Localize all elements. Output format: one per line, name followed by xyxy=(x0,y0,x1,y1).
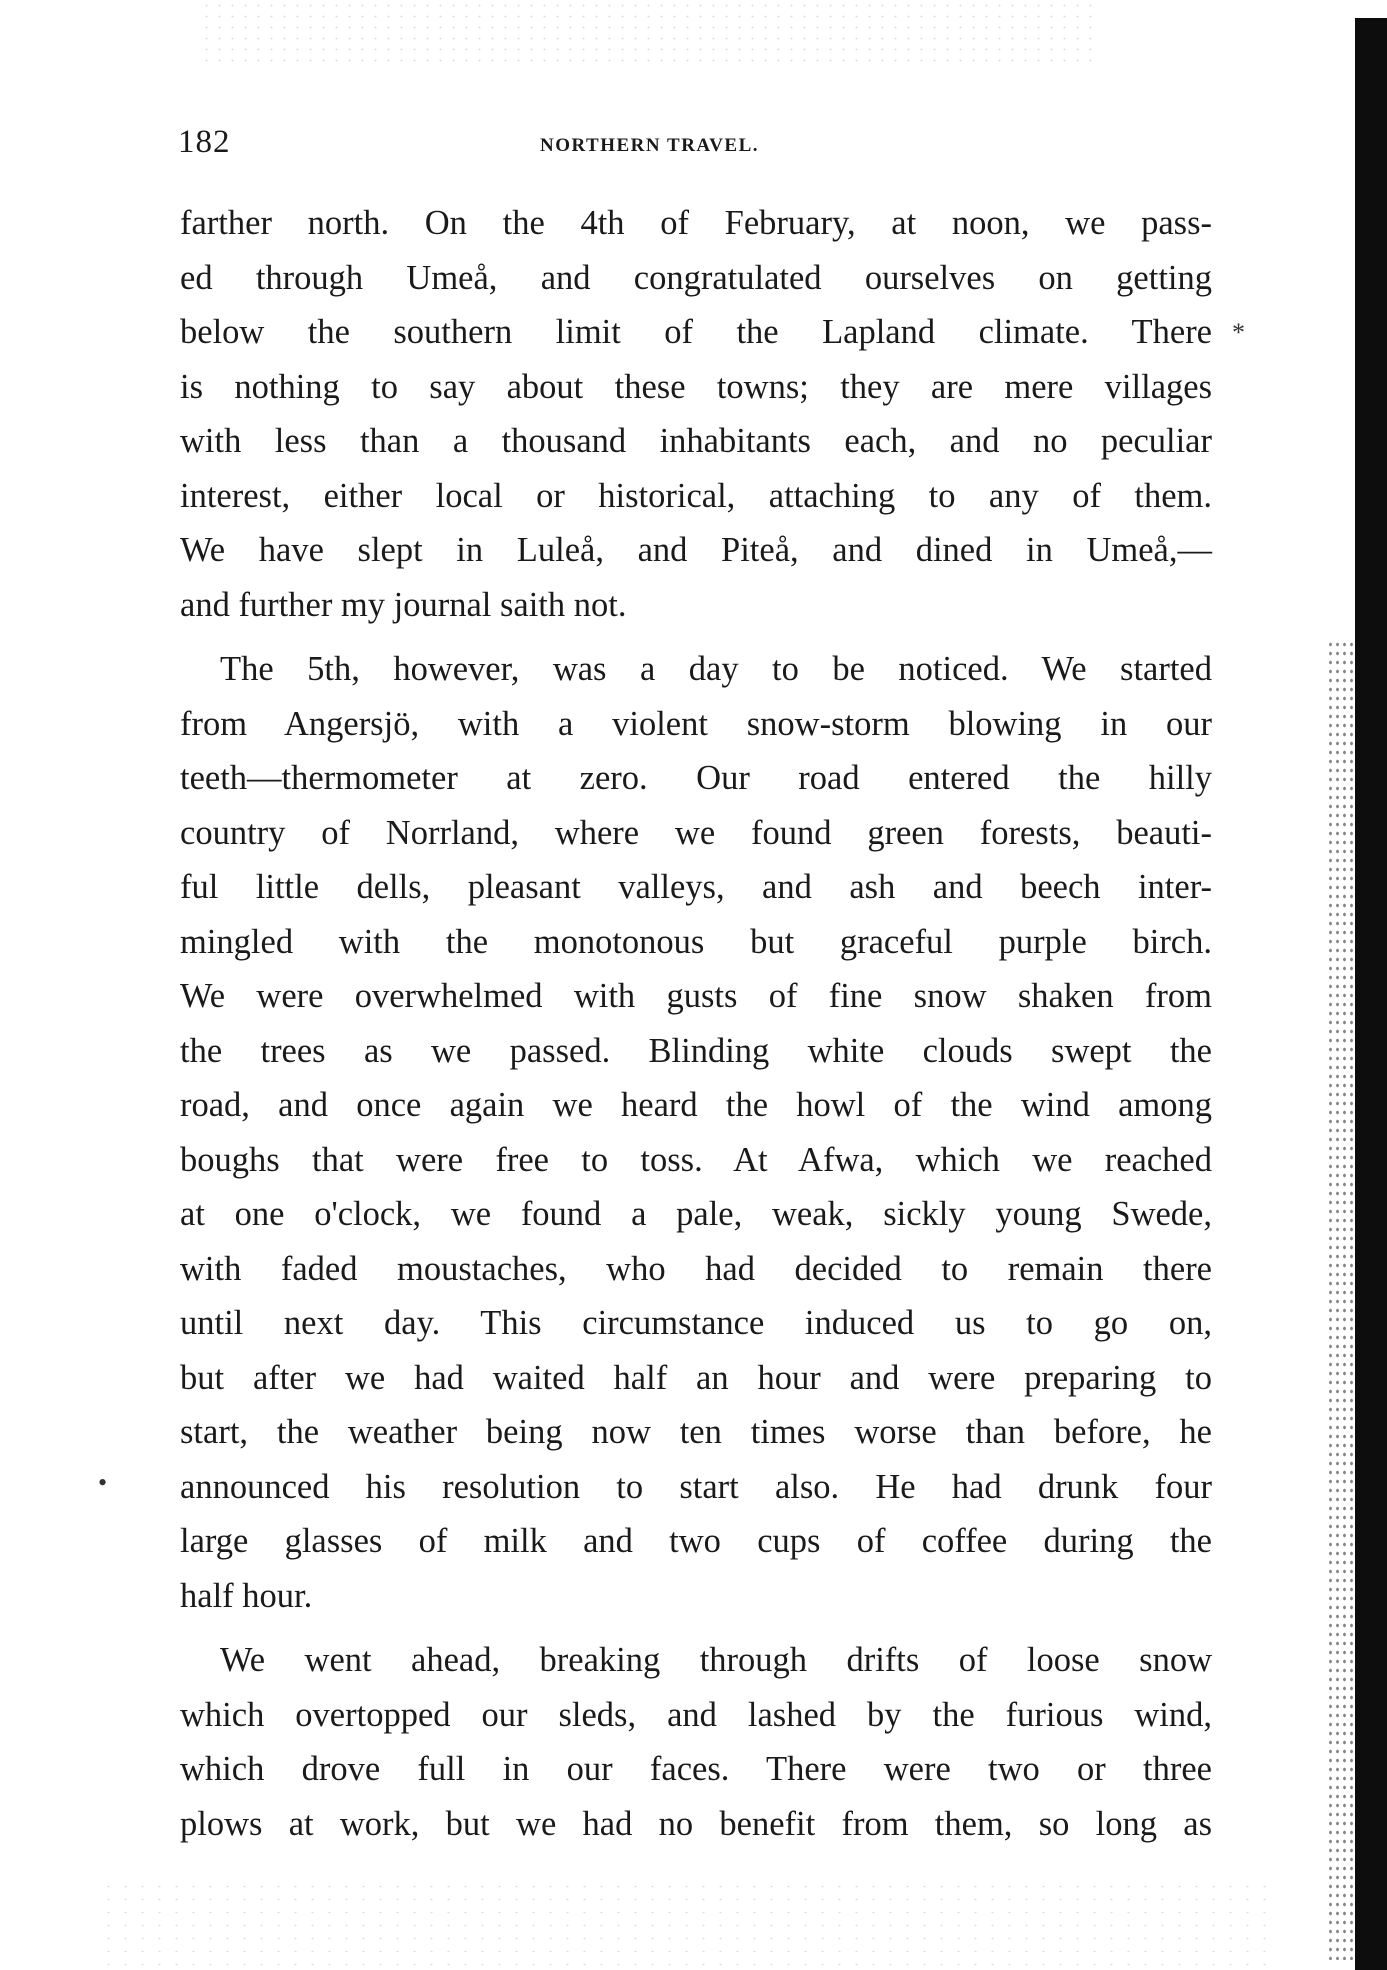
running-head: NORTHERN TRAVEL. xyxy=(540,135,760,156)
scan-artifact-mark: * xyxy=(1232,318,1245,347)
text-line: We have slept in Luleå, and Piteå, and dined in Umeå,— xyxy=(180,531,1212,569)
text-line: announced his resolution to start also. He had drunk four xyxy=(180,1467,1212,1506)
text-line: farther north. On the 4th of February, at noon, we pass- xyxy=(180,204,1212,242)
page-header xyxy=(178,124,1218,174)
text-line: mingled with the monotonous but graceful purple birch. xyxy=(180,922,1212,961)
paragraph xyxy=(180,642,1212,1623)
text-line: interest, either local or historical, attaching to any of them. xyxy=(180,476,1212,515)
text-line: with less than a thousand inhabitants each, and no peculiar xyxy=(180,422,1212,460)
text-line: which drove full in our faces. There were two or three xyxy=(180,1750,1212,1788)
text-line: at one o'clock, we found a pale, weak, sickly young Swede, xyxy=(180,1195,1212,1233)
page-number: 182 xyxy=(178,124,231,160)
text-line: large glasses of milk and two cups of coffee during the xyxy=(180,1522,1212,1560)
text-line: We went ahead, breaking through drifts of loose snow xyxy=(220,1641,1212,1679)
scan-spine-shadow xyxy=(1327,640,1355,1960)
text-line: plows at work, but we had no benefit from them, so long as xyxy=(180,1804,1212,1843)
text-line: the trees as we passed. Blinding white clouds swept the xyxy=(180,1031,1212,1070)
text-line: road, and once again we heard the howl of the wind among xyxy=(180,1086,1212,1124)
text-line: which overtopped our sleds, and lashed by the furious wind, xyxy=(180,1695,1212,1734)
text-line: boughs that were free to toss. At Afwa, which we reached xyxy=(180,1140,1212,1179)
scan-noise-top xyxy=(200,0,1100,70)
text-line: start, the weather being now ten times worse than before, he xyxy=(180,1413,1212,1451)
text-line: is nothing to say about these towns; they are mere villages xyxy=(180,367,1212,406)
text-line: and further my journal saith not. xyxy=(180,585,627,624)
text-line: The 5th, however, was a day to be noticed. We started xyxy=(220,650,1212,688)
text-line: half hour. xyxy=(180,1576,313,1615)
paragraph xyxy=(180,196,1212,632)
scan-spine-edge xyxy=(1355,18,1387,1970)
text-line: from Angersjö, with a violent snow-storm blowing in our xyxy=(180,704,1212,743)
scan-noise-bottom xyxy=(100,1880,1280,1970)
text-line: teeth—thermometer at zero. Our road entered the hilly xyxy=(180,759,1212,797)
text-line: country of Norrland, where we found green forests, beauti- xyxy=(180,813,1212,852)
body-text xyxy=(180,196,1212,1861)
text-line: ed through Umeå, and congratulated ourselves on getting xyxy=(180,258,1212,297)
text-line: below the southern limit of the Lapland climate. There xyxy=(180,313,1212,351)
text-line: ful little dells, pleasant valleys, and ash and beech inter- xyxy=(180,868,1212,906)
scan-artifact-mark: • xyxy=(98,1468,108,1497)
text-line: with faded moustaches, who had decided to remain there xyxy=(180,1249,1212,1288)
paragraph xyxy=(180,1633,1212,1851)
text-line: We were overwhelmed with gusts of fine snow shaken from xyxy=(180,977,1212,1015)
text-line: until next day. This circumstance induced us to go on, xyxy=(180,1304,1212,1342)
text-line: but after we had waited half an hour and were preparing to xyxy=(180,1358,1212,1397)
